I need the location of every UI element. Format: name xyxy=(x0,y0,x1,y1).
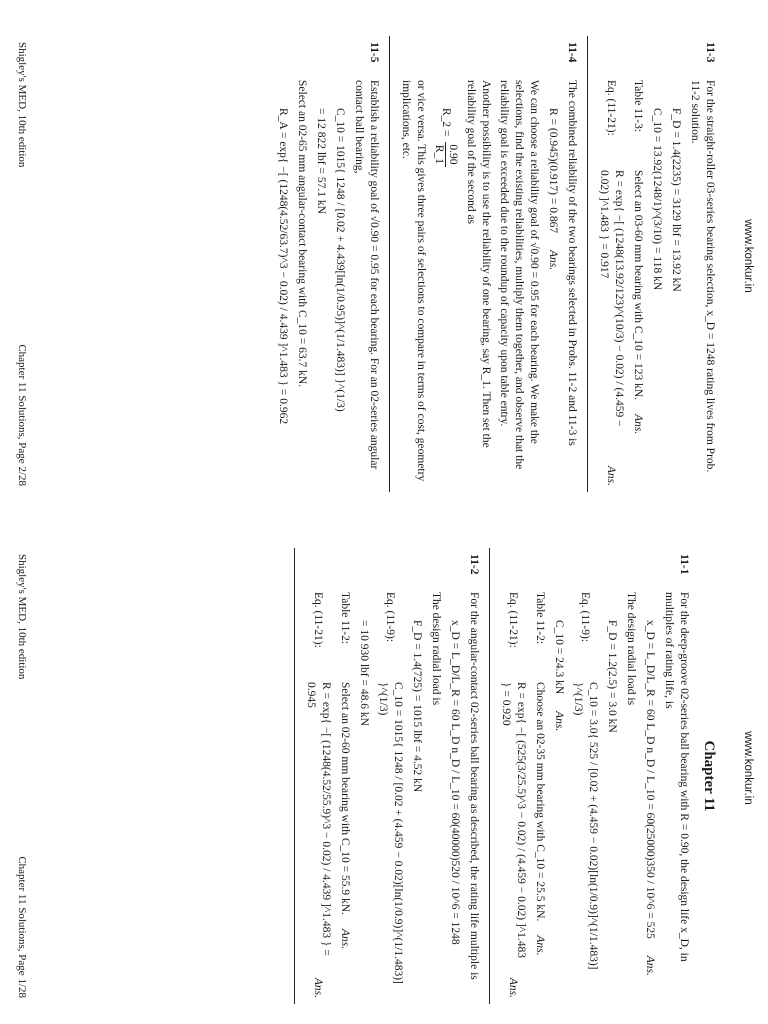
c10-result: = 12 822 lbf = 57.1 kN xyxy=(315,108,327,214)
answer-mark: Ans. xyxy=(534,935,546,956)
problem-statement: For the straight-roller 03-series bearing selection, x_D = 1248 rating lives from Prob. 11-2 solution. xyxy=(689,80,716,473)
footer-page: Chapter 11 Solutions, Page 2/28 xyxy=(16,344,28,486)
eq9-row xyxy=(570,592,600,998)
combined-reliability-equation: R = (0.945)(0.917) = 0.867 xyxy=(547,108,559,234)
footer-edition: Shigley's MED, 10th edition xyxy=(16,42,28,168)
problem-11-1 xyxy=(498,554,691,998)
design-life-equation: x_D = L_D/L_R = 60 L_D n_D / L_10 = 60(25000)350 / 10^6 = 525 xyxy=(644,620,656,939)
problem-11-3 xyxy=(596,42,717,486)
problem-statement: Establish a reliability goal of √0.90 = 0.95 for each bearing. For an 02-series angular contact ball bearing, xyxy=(353,80,380,470)
r2-denominator: R_1 xyxy=(433,144,445,165)
reliability-equation: R = exp{ −[ (1248(4.52/55.9)^3 − 0.02) / 4.439 ]^1.483 } = 0.945 xyxy=(305,682,332,956)
combined-reliability xyxy=(545,108,560,486)
reliability-equation-row xyxy=(596,80,626,486)
equation-label: Eq. (11-9): xyxy=(384,592,397,643)
c10-result: C_10 = 24.3 kN xyxy=(553,620,565,695)
table-label: Table 11-3: xyxy=(632,80,644,133)
r2-fraction xyxy=(432,142,459,166)
problem-statement: For the angular-contact 02-series ball bearing as described, the rating life multiple is xyxy=(468,592,480,980)
design-load-text: The design radial load is xyxy=(430,592,442,706)
footer-page: Chapter 11 Solutions, Page 1/28 xyxy=(16,856,28,998)
footer-edition: Shigley's MED, 10th edition xyxy=(16,554,28,680)
problem-statement: The combined reliability of the two bearings selected in Probs. 11-2 and 11-3 is xyxy=(566,80,578,446)
problem-number: 11-4 xyxy=(566,42,578,63)
design-load-equation: F_D = 1.4(2235) = 3129 lbf = 13.92 kN xyxy=(670,108,682,292)
c10-equation: C_10 = 3.0{ 525 / [0.02 + (4.459 − 0.02)[ln(1/0.9)]^(1/1.483)] }^(1/3) xyxy=(572,682,599,970)
site-watermark: www.konkur.in xyxy=(742,219,754,293)
page-1 xyxy=(0,512,768,1024)
problem-statement: For the deep-groove 02-series ball bearing with R = 0.90, the design life x_D, in multiples of rating life, is xyxy=(663,592,690,962)
equation-label: Eq. (11-21): xyxy=(507,592,520,648)
answer-mark: Ans. xyxy=(553,711,565,732)
design-load-equation: F_D = 1.4(725) = 1015 lbf = 4.52 kN xyxy=(411,620,423,793)
page-footer xyxy=(16,42,28,486)
section-divider xyxy=(489,548,490,1004)
c10-equation: C_10 = 1015{ 1248 / [0.02 + (4.459 − 0.02)[ln(1/0.9)]^(1/1.483)] }^(1/3) xyxy=(377,682,404,984)
table-text: Select an 02-60 mm bearing with C_10 = 55.9 kN. xyxy=(339,682,351,915)
problem-11-5 xyxy=(275,42,381,486)
reliability-equation: R = exp{ −[ (1248(13.92/123)^(10/3) − 0.02) / (4.459 − 0.02) ]^1.483 } = 0.917 xyxy=(598,170,625,427)
problem-number: 11-5 xyxy=(368,42,380,63)
reliability-equation: R = exp{ −[ (525(3/25.5)^3 − 0.02) / (4.459 − 0.02) ]^1.483 } = 0.920 xyxy=(500,682,527,959)
design-life-equation: x_D = L_D/L_R = 60 L_D n_D / L_10 = 60(40000)520 / 10^6 = 1248 xyxy=(449,620,461,945)
paragraph-alternative: Another possibility is to use the reliability of one bearing, say R_1. Then set the reliability goal of the second as xyxy=(465,80,492,448)
page-body xyxy=(269,42,720,486)
r2-numerator: 0.90 xyxy=(447,144,459,165)
r2-lhs: R_2 = xyxy=(439,108,452,137)
table-label: Table 11-2: xyxy=(339,592,351,645)
c10-result: = 10 930 lbf = 48.6 kN xyxy=(358,620,370,726)
problem-number: 11-2 xyxy=(468,554,480,575)
answer-mark: Ans. xyxy=(644,955,656,976)
table-text: Select an 03-60 mm bearing with C_10 = 123 kN. xyxy=(632,170,644,401)
equation-label: Eq. (11-21): xyxy=(312,592,325,648)
answer-mark: Ans. xyxy=(547,249,559,271)
table-selection xyxy=(532,592,547,998)
bearing-selection: Select an 02-65 mm angular-contact bearing with C_10 = 63.7 kN. xyxy=(296,80,308,388)
chapter-title: Chapter 11 xyxy=(701,740,717,812)
eq9-row xyxy=(375,592,405,998)
page-footer xyxy=(16,554,28,998)
table-selection xyxy=(630,80,645,486)
equation-label: Eq. (11-21): xyxy=(605,80,618,136)
page-body xyxy=(286,554,720,998)
c10-equation: C_10 = 1015{ 1248 / [0.02 + 4.439[ln(1/0.95)]^(1/1.483)] }^(1/3) xyxy=(334,108,346,412)
section-divider xyxy=(587,36,588,492)
equation-label: Eq. (11-9): xyxy=(579,592,592,643)
c10-result-row xyxy=(551,620,566,998)
section-divider xyxy=(389,36,390,492)
design-life-row xyxy=(642,620,657,998)
table-selection xyxy=(337,592,352,998)
reliability-a-equation: R_A = exp{ −[ (1248(4.52/63.7)^3 − 0.02) / 4.439 ]^1.483 } = 0.962 xyxy=(277,108,289,425)
design-load-text: The design radial load is xyxy=(625,592,637,706)
eq21-row xyxy=(498,592,528,998)
paragraph-reliability-goal: We can choose a reliability goal of √0.90 = 0.95 for each bearing. We make the selections, find the existing reliabilities, multiply them together, and observe that the reliability goal is exceeded due to the roundup of capacity upon table entry. xyxy=(498,80,540,470)
section-divider xyxy=(294,548,295,1004)
answer-mark: Ans. xyxy=(312,977,325,998)
design-load-equation: F_D = 1.2(2.5) = 3.0 kN xyxy=(606,620,618,733)
answer-mark: Ans. xyxy=(605,465,618,486)
answer-mark: Ans. xyxy=(339,928,351,950)
answer-mark: Ans. xyxy=(632,414,644,435)
table-text: Choose an 02-35 mm bearing with C_10 = 25.5 kN. xyxy=(534,682,546,922)
problem-number: 11-1 xyxy=(678,554,690,575)
c10-equation: C_10 = 13.92(1248/1)^(3/10) = 118 kN xyxy=(651,108,663,291)
problem-number: 11-3 xyxy=(704,42,716,63)
r2-equation xyxy=(432,108,459,486)
table-label: Table 11-2: xyxy=(534,592,546,645)
problem-11-4 xyxy=(398,42,579,486)
paragraph-pairs: or vice versa. This gives three pairs of selections to compare in terms of cost, geometry implications, etc. xyxy=(400,80,427,482)
eq21-row xyxy=(303,592,333,998)
site-watermark: www.konkur.in xyxy=(742,731,754,805)
problem-11-2 xyxy=(303,554,481,998)
answer-mark: Ans. xyxy=(507,977,520,998)
